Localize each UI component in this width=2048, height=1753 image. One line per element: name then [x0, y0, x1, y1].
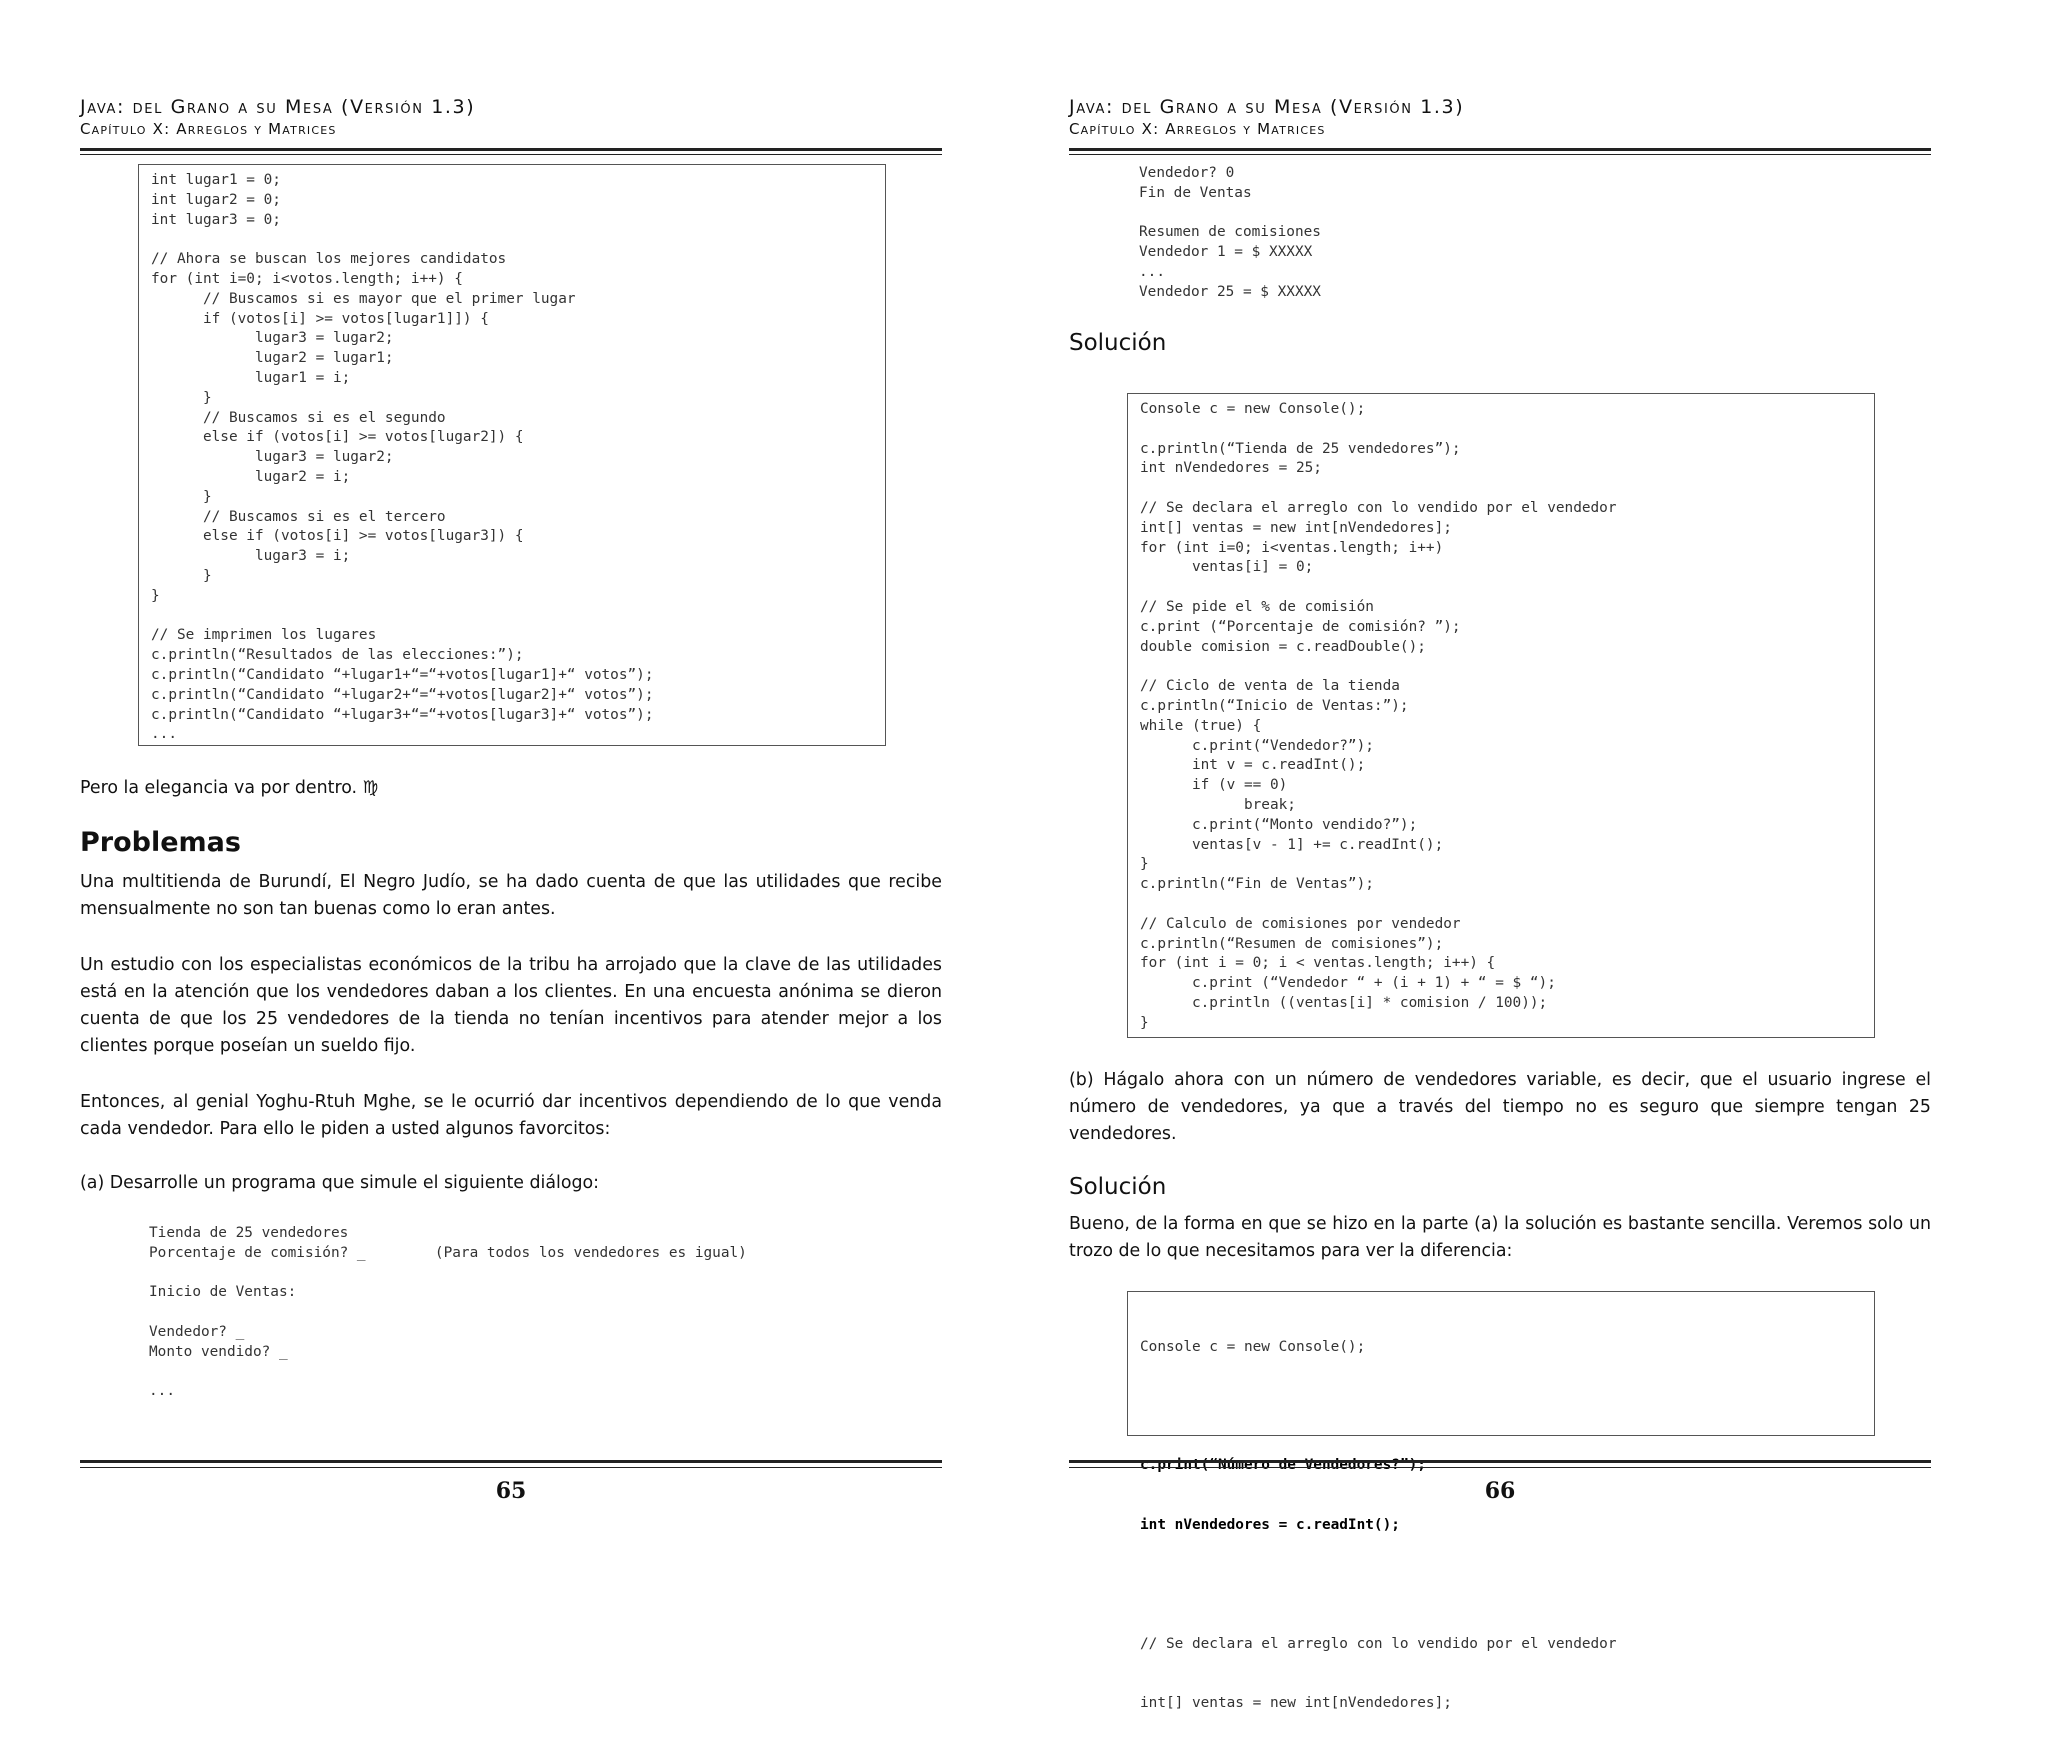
- paragraph-2: Un estudio con los especialistas económicos de la tribu ha arrojado que la clave de las utilidades está en la atención que los vendedores daban a los clientes. En una encuesta anónima se dieron cuenta de que los 25 vendedores de la tienda no tenían incentivos para atender mejor a los clientes porque poseían un sueldo fijo.: [80, 955, 942, 1056]
- code-solution-a: Console c = new Console(); c.println(“Tienda de 25 vendedores”); int nVendedores = 25; // Se declara el arreglo con lo vendido por el vendedor int[] ventas = new int[nVendedores]; for (int i=0; i<ventas.length; i++) ventas[i] = 0; // Se pide el % de comisión c.print (“Porcentaje de comisión? ”); double comision = c.readDouble(); // Ciclo de venta de la tienda c.println(“Inicio de Ventas:”); while (true) { c.print(“Vendedor?”); int v = c.readInt(); if (v == 0) break; c.print(“Monto vendido?”); ventas[v - 1] += c.readInt(); } c.println(“Fin de Ventas”); // Calculo de comisiones por vendedor c.println(“Resumen de comisiones”); for (int i = 0; i < ventas.length; i++) { c.print (“Vendedor “ + (i + 1) + “ = $ “); c.println ((ventas[i] * comision / 100)); }: [1140, 401, 1617, 1031]
- running-header-title: Java: del Grano a su Mesa (Versión 1.3): [1069, 96, 1465, 118]
- footer-rule: [1069, 1460, 1931, 1463]
- footer-rule-thin: [1069, 1467, 1931, 1468]
- header-rule: [1069, 148, 1931, 151]
- header-rule: [80, 148, 942, 151]
- page-number-left: 65: [495, 1478, 527, 1504]
- header-rule-thin: [80, 154, 942, 155]
- code-bold-text: c.print(“Número de Vendedores?”);: [1140, 1457, 1426, 1474]
- code-election: int lugar1 = 0; int lugar2 = 0; int lugar3 = 0; // Ahora se buscan los mejores candidatos for (int i=0; i<votos.length; i++) { // Buscamos si es mayor que el primer lugar if (votos[i] >= votos[lugar1]]) { lugar3 = lugar2; lugar2 = lugar1; lugar1 = i; } // Buscamos si es el segundo else if (votos[i] >= votos[lugar2]) { lugar3 = lugar2; lugar2 = i; } // Buscamos si es el tercero else if (votos[i] >= votos[lugar3]) { lugar3 = i; } } // Se imprimen los lugares c.println(“Resultados de las elecciones:”); c.println(“Candidato “+lugar1+“=“+votos[lugar1]+“ votos”); c.println(“Candidato “+lugar2+“=“+votos[lugar2]+“ votos”); c.println(“Candidato “+lugar3+“=“+votos[lugar3]+“ votos”); ...: [151, 172, 654, 743]
- paragraph-1: Una multitienda de Burundí, El Negro Judío, se ha dado cuenta de que las utilidades que recibe mensualmente no son tan buenas como lo eran antes.: [80, 872, 942, 919]
- page-number-right: 66: [1484, 1478, 1516, 1504]
- code-solution-b: [1140, 1298, 1874, 1753]
- dialog-continued: Vendedor? 0 Fin de Ventas Resumen de comisiones Vendedor 1 = $ XXXXX ... Vendedor 25 = $ XXXXX: [1139, 165, 1321, 300]
- dialog-example: Tienda de 25 vendedores Porcentaje de comisión? _ (Para todos los vendedores es igual) Inicio de Ventas: Vendedor? _ Monto vendido? _ ...: [149, 1225, 747, 1400]
- left-page: [0, 0, 1024, 1582]
- footer-rule: [80, 1460, 942, 1463]
- paragraph-3: Entonces, al genial Yoghu-Rtuh Mghe, se le ocurrió dar incentivos dependiendo de lo que venda cada vendedor. Para ello le piden a usted algunos favorcitos:: [80, 1092, 942, 1139]
- code-box-election: [138, 164, 886, 746]
- code-line: // Se declara el arreglo con lo vendido por el vendedor: [1140, 1635, 1617, 1652]
- problems-heading: Problemas: [80, 827, 241, 858]
- running-header-title: Java: del Grano a su Mesa (Versión 1.3): [80, 96, 476, 118]
- code-line-bold: [1140, 1516, 1874, 1536]
- code-line: Console c = new Console();: [1140, 1338, 1366, 1355]
- elegance-line: [80, 775, 942, 802]
- code-line: int[] ventas = new int[nVendedores];: [1140, 1694, 1452, 1711]
- solution-heading-1: Solución: [1069, 330, 1167, 356]
- right-page: [1024, 0, 2048, 1711]
- code-box-solution-a: [1127, 393, 1875, 1038]
- footer-rule-thin: [80, 1467, 942, 1468]
- running-header-chapter: Capítulo X: Arreglos y Matrices: [1069, 120, 1326, 138]
- paragraph-4: (a) Desarrolle un programa que simule el siguiente diálogo:: [80, 1173, 600, 1193]
- paragraph-c: Bueno, de la forma en que se hizo en la parte (a) la solución es bastante sencilla. Veremos solo un trozo de lo que necesitamos para ver la diferencia:: [1069, 1214, 1931, 1261]
- header-rule-thin: [1069, 154, 1931, 155]
- running-header-chapter: Capítulo X: Arreglos y Matrices: [80, 120, 337, 138]
- virgo-icon: ♍: [362, 778, 379, 798]
- code-bold-text: int nVendedores = c.readInt();: [1140, 1516, 1400, 1533]
- paragraph-b: (b) Hágalo ahora con un número de vendedores variable, es decir, que el usuario ingrese el número de vendedores, ya que a través del tiempo no es seguro que siempre tengan 25 vendedores.: [1069, 1070, 1931, 1144]
- elegance-text: Pero la elegancia va por dentro.: [80, 778, 358, 798]
- solution-heading-2: Solución: [1069, 1174, 1167, 1200]
